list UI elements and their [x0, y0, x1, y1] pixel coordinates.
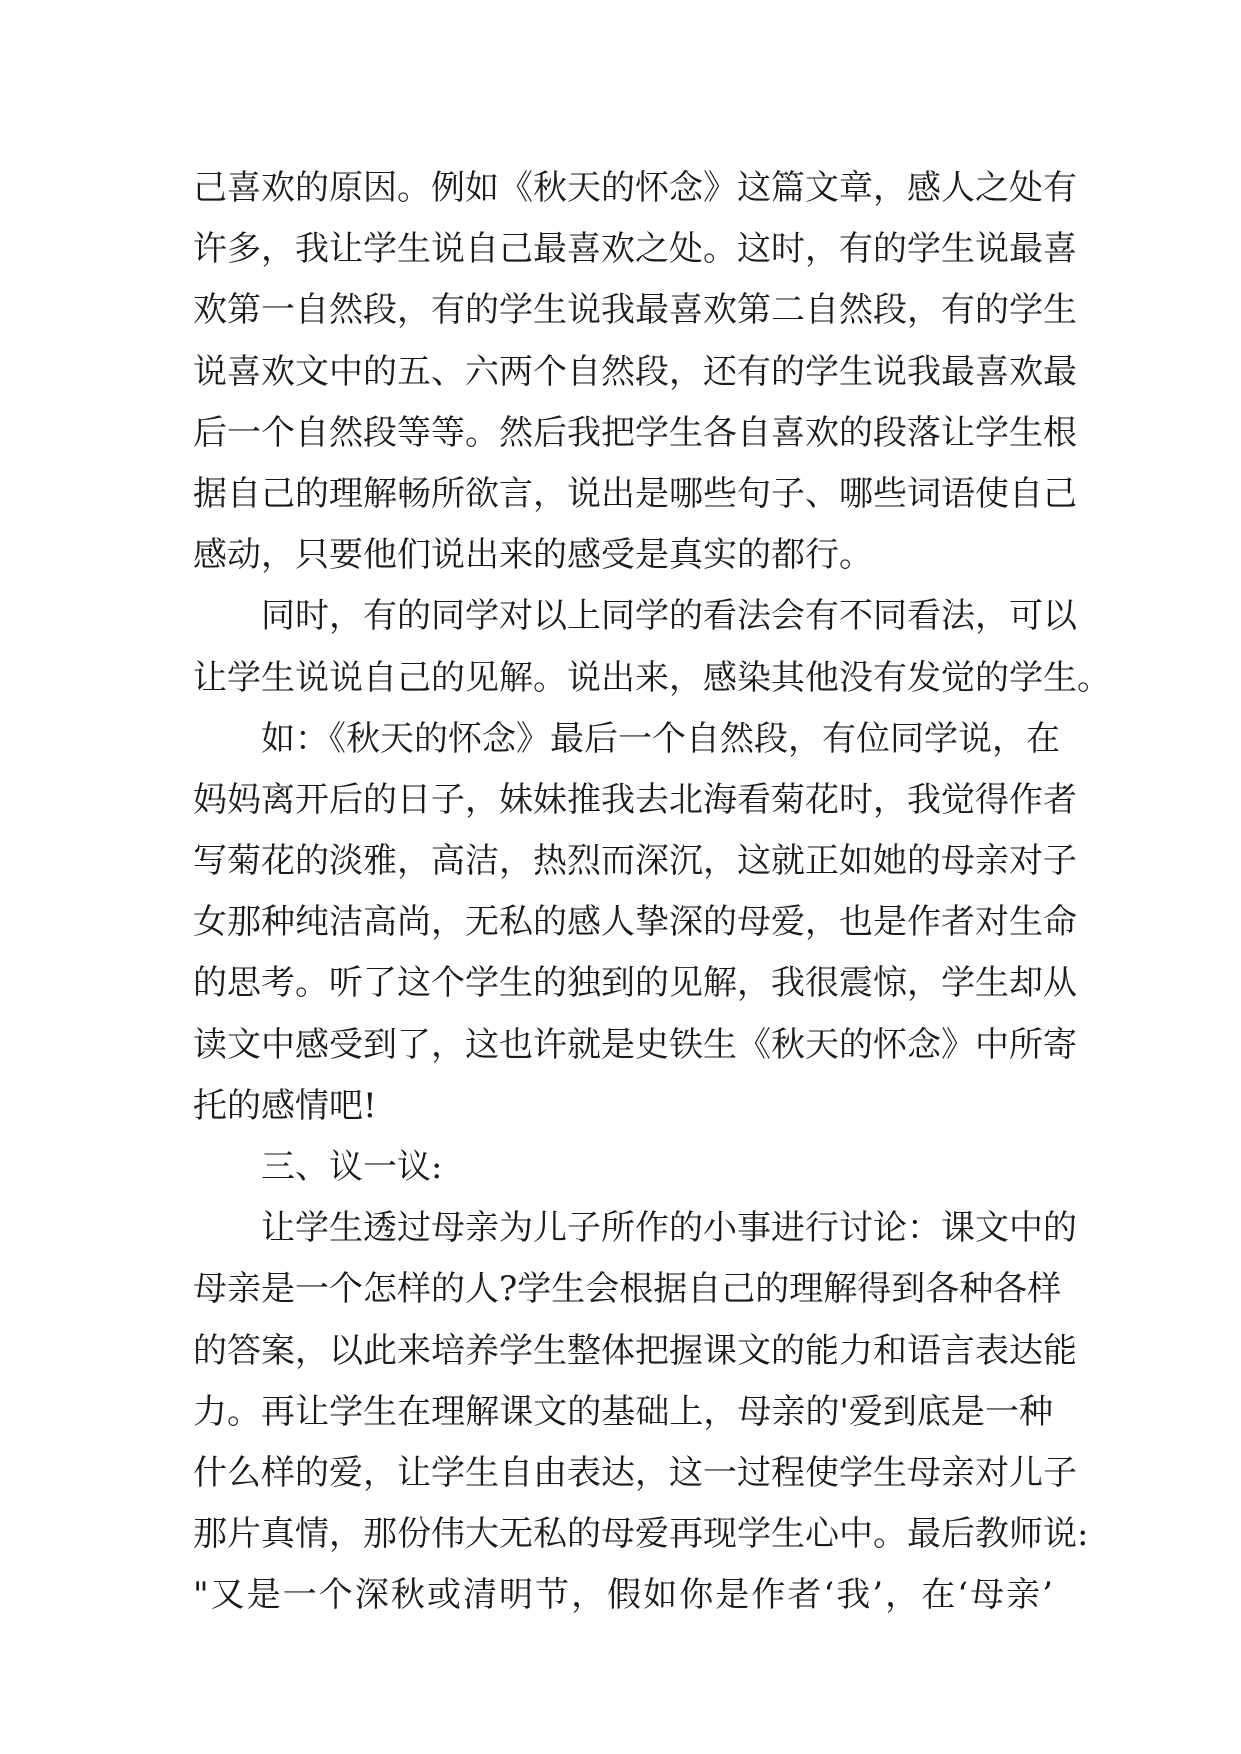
text-line: 后一个自然段等等。然后我把学生各自喜欢的段落让学生根 [193, 412, 1077, 453]
text-line: 据自己的理解畅所欲言，说出是哪些句子、哪些词语使自己 [193, 473, 1077, 514]
text-line: 女那种纯洁高尚，无私的感人挚深的母爱，也是作者对生命 [193, 902, 1077, 943]
text-line: 写菊花的淡雅，高洁，热烈而深沉，这就正如她的母亲对子 [193, 841, 1077, 882]
text-line: 的思考。听了这个学生的独到的见解，我很震惊，学生却从 [193, 963, 1077, 1004]
text-line: 让学生说说自己的见解。说出来，感染其他没有发觉的学生。 [193, 657, 1111, 698]
text-line: 让学生透过母亲为儿子所作的小事进行讨论：课文中的 [261, 1208, 1077, 1249]
text-line: "又是一个深秋或清明节，假如你是作者‘我’，在‘母亲’ [193, 1575, 1053, 1616]
text-line: 读文中感受到了，这也许就是史铁生《秋天的怀念》中所寄 [193, 1024, 1077, 1065]
text-line: 托的感情吧! [193, 1085, 377, 1126]
text-line: 的答案，以此来培养学生整体把握课文的能力和语言表达能 [193, 1330, 1077, 1371]
text-line: 如：《秋天的怀念》最后一个自然段，有位同学说，在 [261, 718, 1060, 759]
text-line: 感动，只要他们说出来的感受是真实的都行。 [193, 535, 873, 576]
text-line: 那片真情，那份伟大无私的母爱再现学生心中。最后教师说: [193, 1514, 1089, 1555]
body-text [193, 158, 1111, 1627]
text-line: 己喜欢的原因。例如《秋天的怀念》这篇文章，感人之处有 [193, 168, 1077, 208]
text-line: 许多，我让学生说自己最喜欢之处。这时，有的学生说最喜 [193, 229, 1077, 270]
text-line: 欢第一自然段，有的学生说我最喜欢第二自然段，有的学生 [193, 290, 1077, 331]
text-line: 妈妈离开后的日子，妹妹推我去北海看菊花时，我觉得作者 [193, 779, 1077, 820]
text-line: 什么样的爱，让学生自由表达，这一过程使学生母亲对儿子 [193, 1452, 1077, 1493]
text-line: 母亲是一个怎样的人?学生会根据自己的理解得到各种各样 [193, 1269, 1062, 1310]
section-heading: 三、议一议: [261, 1147, 443, 1187]
text-line: 同时，有的同学对以上同学的看法会有不同看法，可以 [261, 596, 1077, 637]
text-line: 说喜欢文中的五、六两个自然段，还有的学生说我最喜欢最 [193, 351, 1077, 392]
text-line: 力。再让学生在理解课文的基础上，母亲的'爱到底是一种 [193, 1391, 1053, 1432]
